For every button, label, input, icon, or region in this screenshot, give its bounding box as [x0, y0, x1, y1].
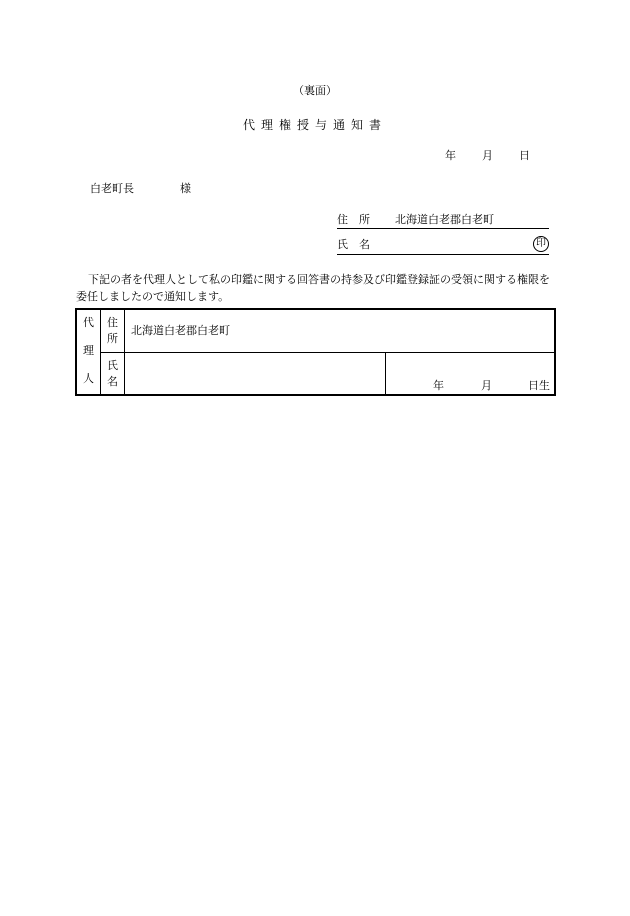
addressee-name: 白老町長: [90, 182, 134, 195]
agent-row-header: [77, 316, 100, 386]
date-day: 日: [519, 149, 530, 162]
agent-table: [75, 308, 556, 396]
addressee: [90, 182, 191, 196]
applicant-address-value: 北海道白老郡白老町: [395, 213, 494, 226]
document-title: 代理権授与通知書: [242, 118, 387, 132]
seal-mark: 印: [533, 236, 549, 252]
side-label: （裏面）: [293, 84, 337, 97]
birth-month: 月: [481, 379, 492, 392]
applicant-name-row: [337, 238, 549, 255]
agent-name-label-char: 名: [107, 375, 118, 388]
table-divider: [101, 352, 554, 353]
addressee-honorific: 様: [180, 182, 191, 195]
date-year: 年: [445, 149, 456, 162]
date-month: 月: [482, 149, 493, 162]
applicant-address-row: [337, 213, 549, 229]
agent-address-label-char: 住: [107, 316, 118, 329]
date-line: [445, 149, 530, 163]
applicant-name-label: 氏 名: [337, 238, 370, 251]
agent-name-label: [101, 359, 124, 389]
birth-day: 日生: [528, 379, 550, 392]
agent-address-label: [101, 316, 124, 346]
table-divider: [385, 353, 386, 394]
agent-row-header-char: 代: [83, 316, 94, 329]
agent-row-header-char: 理: [83, 344, 94, 357]
agent-row-header-char: 人: [83, 372, 94, 385]
body-text: 下記の者を代理人として私の印鑑に関する回答書の持参及び印鑑登録証の受領に関する権限を委任しましたので通知します。: [76, 273, 550, 303]
agent-address-value: 北海道白老郡白老町: [131, 324, 230, 337]
birth-year: 年: [433, 379, 444, 392]
applicant-address-label: 住 所: [337, 213, 370, 226]
agent-name-label-char: 氏: [107, 359, 118, 372]
agent-address-label-char: 所: [107, 332, 118, 345]
